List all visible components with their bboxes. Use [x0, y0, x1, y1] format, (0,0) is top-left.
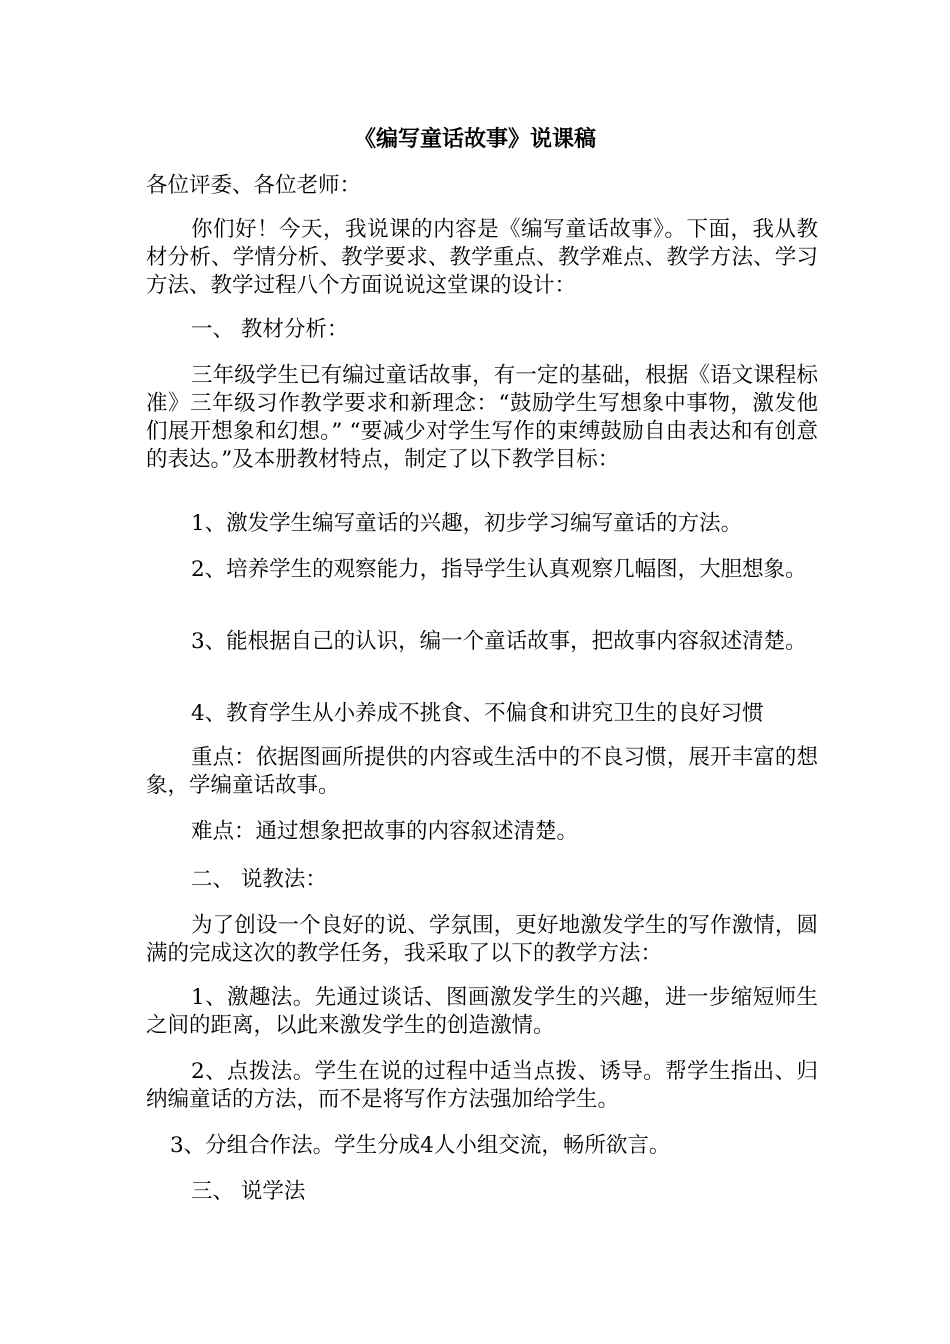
- goal-item-2: 2、培养学生的观察能力，指导学生认真观察几幅图，大胆想象。: [191, 557, 807, 582]
- paragraph-teaching-methods: 为了创设一个良好的说、学氛围，更好地激发学生的写作激情，圆满的完成这次的教学任务，我采取了以下的教学方法：: [146, 913, 818, 966]
- key-point: 重点：依据图画所提供的内容或生活中的不良习惯，展开丰富的想象，学编童话故事。: [146, 745, 818, 798]
- section-heading-teaching-methods: 二、 说教法：: [191, 867, 327, 892]
- method-item-3: 3、分组合作法。学生分成4人小组交流，畅所欲言。: [170, 1133, 671, 1158]
- paragraph-intro: 你们好！今天，我说课的内容是《编写童话故事》。下面，我从教材分析、学情分析、教学要求、教学重点、教学难点、教学方法、学习方法、教学过程八个方面说说这堂课的设计：: [146, 217, 818, 298]
- section-heading-learning-methods: 三、 说学法: [191, 1179, 306, 1204]
- salutation: 各位评委、各位老师：: [146, 173, 362, 198]
- difficult-point: 难点：通过想象把故事的内容叙述清楚。: [191, 819, 579, 844]
- section-heading-textbook-analysis: 一、 教材分析：: [191, 317, 349, 342]
- paragraph-textbook-analysis: 三年级学生已有编过童话故事，有一定的基础，根据《语文课程标准》三年级习作教学要求和新理念：“鼓励学生写想象中事物，激发他们展开想象和幻想。” “要减少对学生写作的束缚鼓励自由表达和有创意的表达。”及本册教材特点，制定了以下教学目标：: [146, 363, 818, 472]
- document-title: 《编写童话故事》说课稿: [353, 126, 596, 152]
- method-item-2: 2、点拨法。学生在说的过程中适当点拨、诱导。帮学生指出、归纳编童话的方法，而不是将写作方法强加给学生。: [146, 1059, 818, 1112]
- goal-item-1: 1、激发学生编写童话的兴趣，初步学习编写童话的方法。: [191, 511, 743, 536]
- method-item-1: 1、激趣法。先通过谈话、图画激发学生的兴趣，进一步缩短师生之间的距离，以此来激发学生的创造激情。: [146, 985, 818, 1038]
- goal-item-4: 4、教育学生从小养成不挑食、不偏食和讲究卫生的良好习惯: [191, 701, 764, 726]
- goal-item-3: 3、能根据自己的认识，编一个童话故事，把故事内容叙述清楚。: [191, 629, 807, 654]
